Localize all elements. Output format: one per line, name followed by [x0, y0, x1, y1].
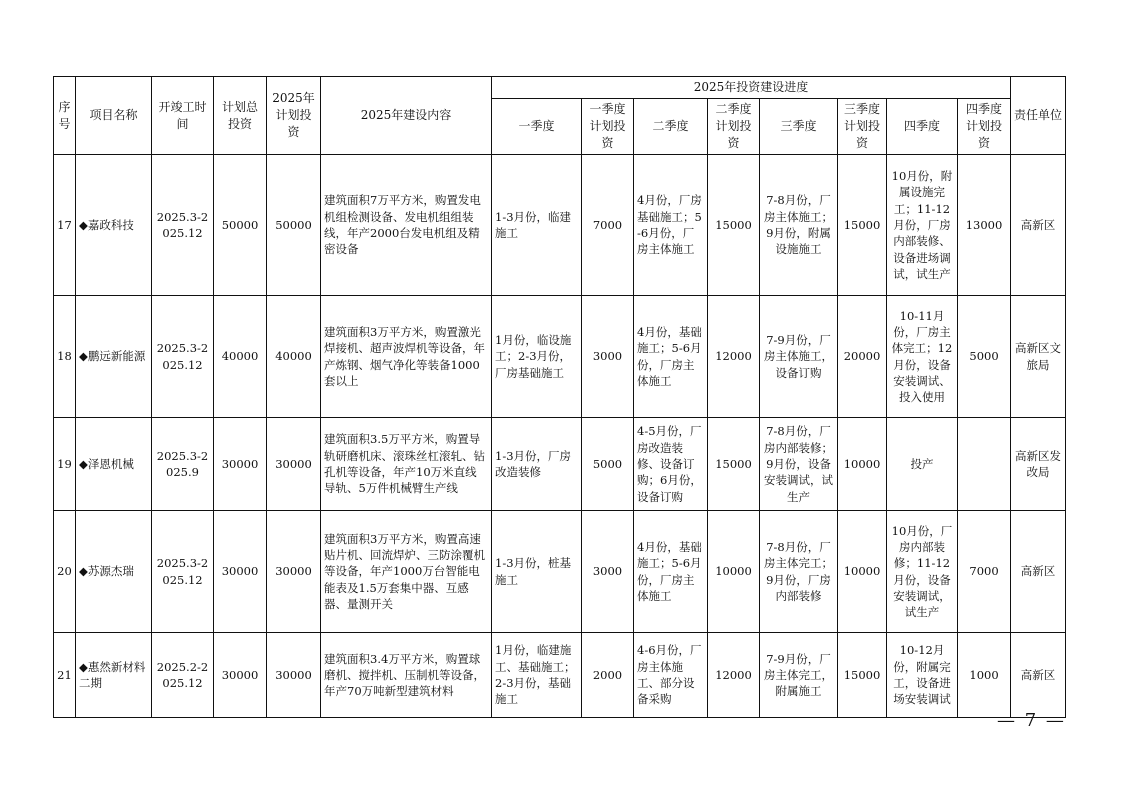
cell-total: 50000	[214, 155, 267, 296]
cell-plan2025: 30000	[267, 418, 321, 511]
header-q3-investment: 三季度计划投资	[838, 99, 887, 155]
cell-responsible-unit: 高新区	[1011, 633, 1066, 718]
investment-table-sheet	[53, 76, 1066, 718]
cell-q1-investment: 2000	[582, 633, 634, 718]
cell-q4: 10-11月份，厂房主体完工；12月份，设备安装调试、投入使用	[887, 296, 958, 418]
cell-q3: 7-8月份，厂房主体完工；9月份，厂房内部装修	[760, 511, 838, 633]
cell-content: 建筑面积3万平方米，购置激光焊接机、超声波焊机等设备，年产炼钢、烟气净化等装备1000套以上	[321, 296, 492, 418]
cell-content: 建筑面积3万平方米，购置高速贴片机、回流焊炉、三防涂覆机等设备，年产1000万台智能电能表及1.5万套集中器、互感器、量测开关	[321, 511, 492, 633]
header-q4: 四季度	[887, 99, 958, 155]
cell-q3: 7-9月份，厂房主体完工，附属施工	[760, 633, 838, 718]
cell-total: 40000	[214, 296, 267, 418]
cell-project-name: ◆嘉政科技	[76, 155, 152, 296]
header-q2-investment: 二季度计划投资	[708, 99, 760, 155]
cell-total: 30000	[214, 418, 267, 511]
cell-responsible-unit: 高新区文旅局	[1011, 296, 1066, 418]
cell-time: 2025.3-2025.12	[152, 296, 214, 418]
cell-seq: 20	[54, 511, 76, 633]
cell-responsible-unit: 高新区	[1011, 155, 1066, 296]
cell-q3-investment: 15000	[838, 155, 887, 296]
cell-content: 建筑面积7万平方米，购置发电机组检测设备、发电机组组装线，年产2000台发电机组及精密设备	[321, 155, 492, 296]
cell-q4-investment	[958, 418, 1011, 511]
cell-time: 2025.3-2025.12	[152, 511, 214, 633]
cell-q3-investment: 10000	[838, 418, 887, 511]
cell-q2: 4-5月份，厂房改造装修、设备订购；6月份，设备订购	[634, 418, 708, 511]
cell-q3: 7-8月份，厂房内部装修；9月份，设备安装调试，试生产	[760, 418, 838, 511]
cell-q2-investment: 10000	[708, 511, 760, 633]
cell-q1: 1月份，临建施工、基础施工；2-3月份，基础施工	[492, 633, 582, 718]
cell-q3-investment: 10000	[838, 511, 887, 633]
cell-q4: 10-12月份，附属完工，设备进场安装调试	[887, 633, 958, 718]
header-q1: 一季度	[492, 99, 582, 155]
cell-time: 2025.3-2025.9	[152, 418, 214, 511]
header-q2: 二季度	[634, 99, 708, 155]
cell-q3: 7-8月份，厂房主体施工；9月份，附属设施施工	[760, 155, 838, 296]
header-progress-group: 2025年投资建设进度	[492, 77, 1011, 99]
cell-q2: 4月份，基础施工；5-6月份，厂房主体施工	[634, 511, 708, 633]
page-number: — 7 —	[997, 710, 1066, 731]
cell-content: 建筑面积3.5万平方米，购置导轨研磨机床、滚珠丝杠滚轧、钻孔机等设备，年产10万米直线导轨、5万件机械臂生产线	[321, 418, 492, 511]
cell-q3-investment: 15000	[838, 633, 887, 718]
table-row	[54, 155, 1066, 296]
cell-q2-investment: 12000	[708, 296, 760, 418]
cell-q4: 投产	[887, 418, 958, 511]
cell-q4: 10月份，附属设施完工；11-12月份，厂房内部装修、设备进场调试，试生产	[887, 155, 958, 296]
cell-q1-investment: 3000	[582, 296, 634, 418]
cell-time: 2025.2-2025.12	[152, 633, 214, 718]
cell-q1: 1月份，临设施工；2-3月份，厂房基础施工	[492, 296, 582, 418]
table-row	[54, 418, 1066, 511]
cell-seq: 19	[54, 418, 76, 511]
cell-seq: 21	[54, 633, 76, 718]
header-2025-content: 2025年建设内容	[321, 77, 492, 155]
cell-project-name: ◆鹏远新能源	[76, 296, 152, 418]
cell-plan2025: 40000	[267, 296, 321, 418]
cell-q4-investment: 5000	[958, 296, 1011, 418]
cell-total: 30000	[214, 511, 267, 633]
cell-total: 30000	[214, 633, 267, 718]
header-total-investment: 计划总投资	[214, 77, 267, 155]
header-2025-plan-investment: 2025年计划投资	[267, 77, 321, 155]
cell-responsible-unit: 高新区	[1011, 511, 1066, 633]
cell-q1-investment: 3000	[582, 511, 634, 633]
cell-project-name: ◆惠然新材料二期	[76, 633, 152, 718]
cell-q2-investment: 12000	[708, 633, 760, 718]
table-row	[54, 633, 1066, 718]
cell-q3: 7-9月份，厂房主体施工，设备订购	[760, 296, 838, 418]
cell-project-name: ◆苏源杰瑞	[76, 511, 152, 633]
cell-q1-investment: 5000	[582, 418, 634, 511]
header-seq: 序号	[54, 77, 76, 155]
cell-q4: 10月份，厂房内部装修；11-12月份，设备安装调试，试生产	[887, 511, 958, 633]
cell-plan2025: 30000	[267, 633, 321, 718]
cell-q1: 1-3月份，临建施工	[492, 155, 582, 296]
cell-q2: 4月份，厂房基础施工；5-6月份，厂房主体施工	[634, 155, 708, 296]
cell-q2-investment: 15000	[708, 155, 760, 296]
cell-q4-investment: 1000	[958, 633, 1011, 718]
cell-seq: 18	[54, 296, 76, 418]
cell-seq: 17	[54, 155, 76, 296]
cell-q1: 1-3月份，桩基施工	[492, 511, 582, 633]
cell-responsible-unit: 高新区发改局	[1011, 418, 1066, 511]
cell-q1-investment: 7000	[582, 155, 634, 296]
cell-time: 2025.3-2025.12	[152, 155, 214, 296]
cell-q2: 4-6月份，厂房主体施工、部分设备采购	[634, 633, 708, 718]
investment-table	[53, 76, 1066, 718]
cell-q4-investment: 7000	[958, 511, 1011, 633]
header-q1-investment: 一季度计划投资	[582, 99, 634, 155]
table-row	[54, 511, 1066, 633]
header-start-end-time: 开竣工时间	[152, 77, 214, 155]
header-responsible-unit: 责任单位	[1011, 77, 1066, 155]
cell-plan2025: 50000	[267, 155, 321, 296]
cell-project-name: ◆泽恩机械	[76, 418, 152, 511]
cell-plan2025: 30000	[267, 511, 321, 633]
table-row	[54, 296, 1066, 418]
cell-content: 建筑面积3.4万平方米，购置球磨机、搅拌机、压制机等设备，年产70万吨新型建筑材料	[321, 633, 492, 718]
cell-q4-investment: 13000	[958, 155, 1011, 296]
cell-q3-investment: 20000	[838, 296, 887, 418]
cell-q2-investment: 15000	[708, 418, 760, 511]
header-q4-investment: 四季度计划投资	[958, 99, 1011, 155]
cell-q1: 1-3月份，厂房改造装修	[492, 418, 582, 511]
header-q3: 三季度	[760, 99, 838, 155]
header-project-name: 项目名称	[76, 77, 152, 155]
cell-q2: 4月份，基础施工；5-6月份，厂房主体施工	[634, 296, 708, 418]
